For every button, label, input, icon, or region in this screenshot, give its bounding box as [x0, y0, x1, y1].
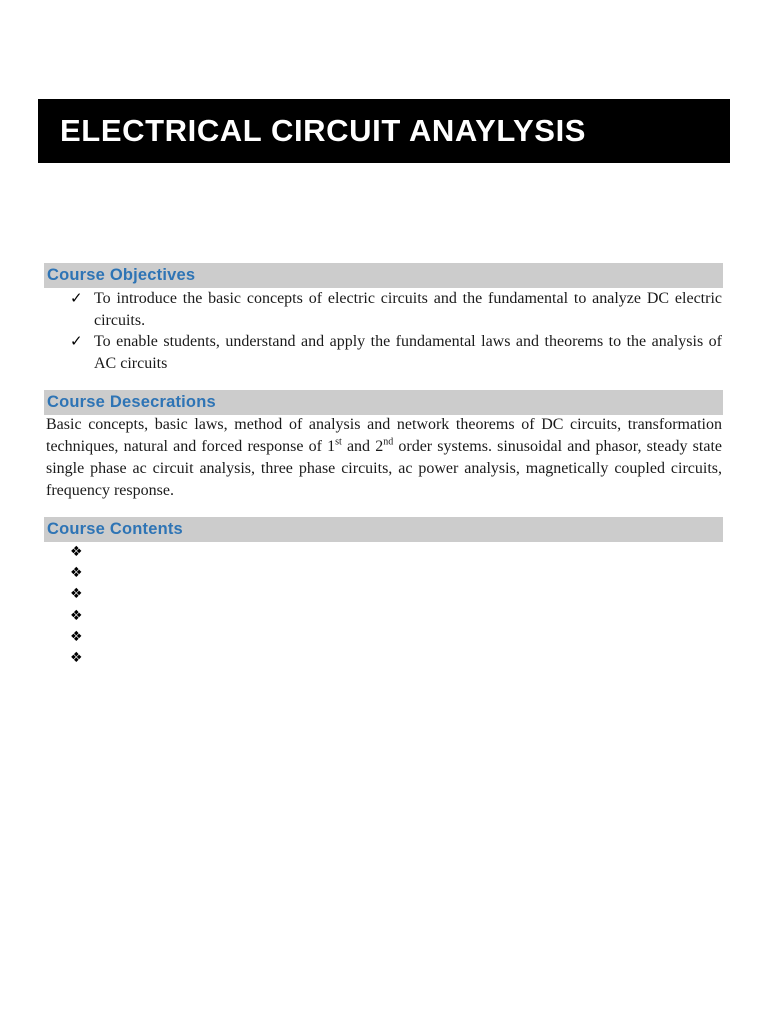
section-heading: Course Desecrations — [47, 393, 216, 411]
ordinal-suffix: st — [335, 436, 342, 448]
title-banner — [38, 99, 730, 163]
description-text: and 2 — [341, 438, 384, 455]
checkmark-icon: ✓ — [70, 289, 83, 307]
list-item — [70, 563, 83, 584]
ordinal-suffix: nd — [383, 436, 394, 448]
diamond-bullet-icon: ❖ — [70, 586, 83, 603]
diamond-bullet-icon: ❖ — [70, 628, 83, 645]
diamond-bullet-icon: ❖ — [70, 649, 83, 666]
list-item — [70, 288, 722, 331]
list-item — [70, 627, 83, 648]
list-item — [70, 331, 722, 374]
section-header-contents — [44, 517, 723, 542]
objective-text: To introduce the basic concepts of electric circuits and the fundamental to analyze DC electric circuits. — [94, 290, 722, 329]
contents-list — [70, 542, 83, 669]
diamond-bullet-icon: ❖ — [70, 607, 83, 624]
diamond-bullet-icon: ❖ — [70, 565, 83, 582]
section-heading: Course Contents — [47, 520, 183, 538]
description-paragraph — [46, 414, 722, 502]
checkmark-icon: ✓ — [70, 332, 83, 350]
description-text: Basic concepts, basic laws, method of analysis and network theorems of DC circuits, transformation techniques, natural and forced response of 1 — [46, 416, 722, 455]
list-item — [70, 584, 83, 605]
objectives-list — [70, 288, 722, 374]
document-title: ELECTRICAL CIRCUIT ANAYLYSIS — [60, 112, 587, 148]
objective-text: To enable students, understand and apply the fundamental laws and theorems to the analysis of AC circuits — [94, 333, 722, 372]
list-item — [70, 648, 83, 669]
diamond-bullet-icon: ❖ — [70, 544, 83, 560]
description-text: order systems. sinusoidal and phasor, steady state single phase ac circuit analysis, three phase circuits, ac power analysis, magnetically coupled circuits, frequency response. — [46, 438, 722, 499]
list-item — [70, 542, 83, 563]
section-heading: Course Objectives — [47, 266, 196, 284]
section-header-objectives — [44, 263, 723, 288]
section-header-description — [44, 390, 723, 415]
list-item — [70, 606, 83, 627]
